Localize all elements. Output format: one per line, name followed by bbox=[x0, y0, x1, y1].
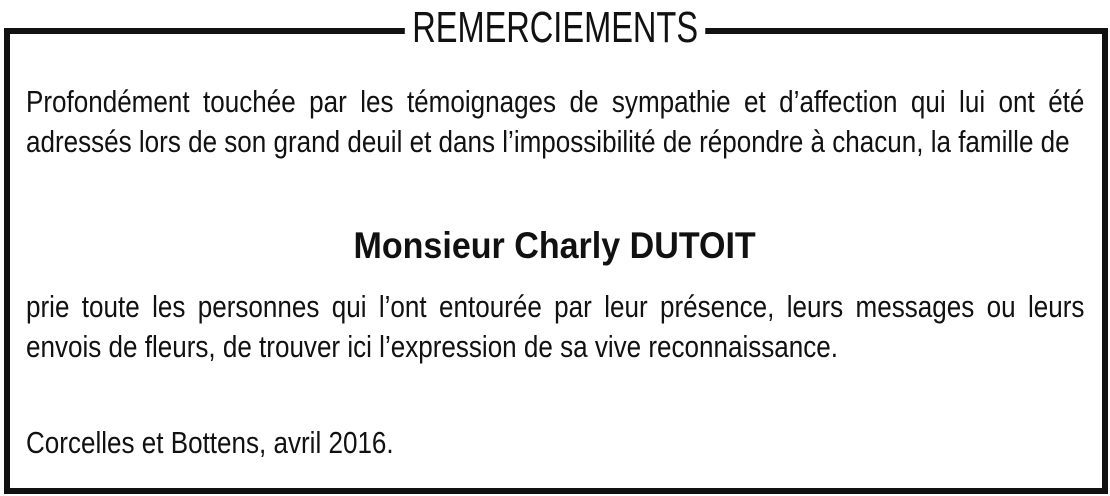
place-date: Corcelles et Bottens, avril 2016. bbox=[26, 425, 394, 460]
deceased-name-text: Monsieur Charly DUTOIT bbox=[353, 225, 757, 266]
intro-paragraph: Profondément touchée par les témoignages de sympathie et d’affection qui lui ont été adressés lors de son grand deuil et dans l’impossibilité de répondre à chacun, la famille de bbox=[26, 84, 1085, 159]
notice-title-text: REMERCIEMENTS bbox=[405, 0, 706, 56]
thanks-paragraph: prie toute les personnes qui l’ont entourée par leur présence, leurs messages ou leurs envois de fleurs, de trouver ici l’expression de sa vive reconnaissance. bbox=[26, 289, 1085, 364]
deceased-name bbox=[0, 222, 1110, 270]
notice-title bbox=[0, 0, 1110, 56]
